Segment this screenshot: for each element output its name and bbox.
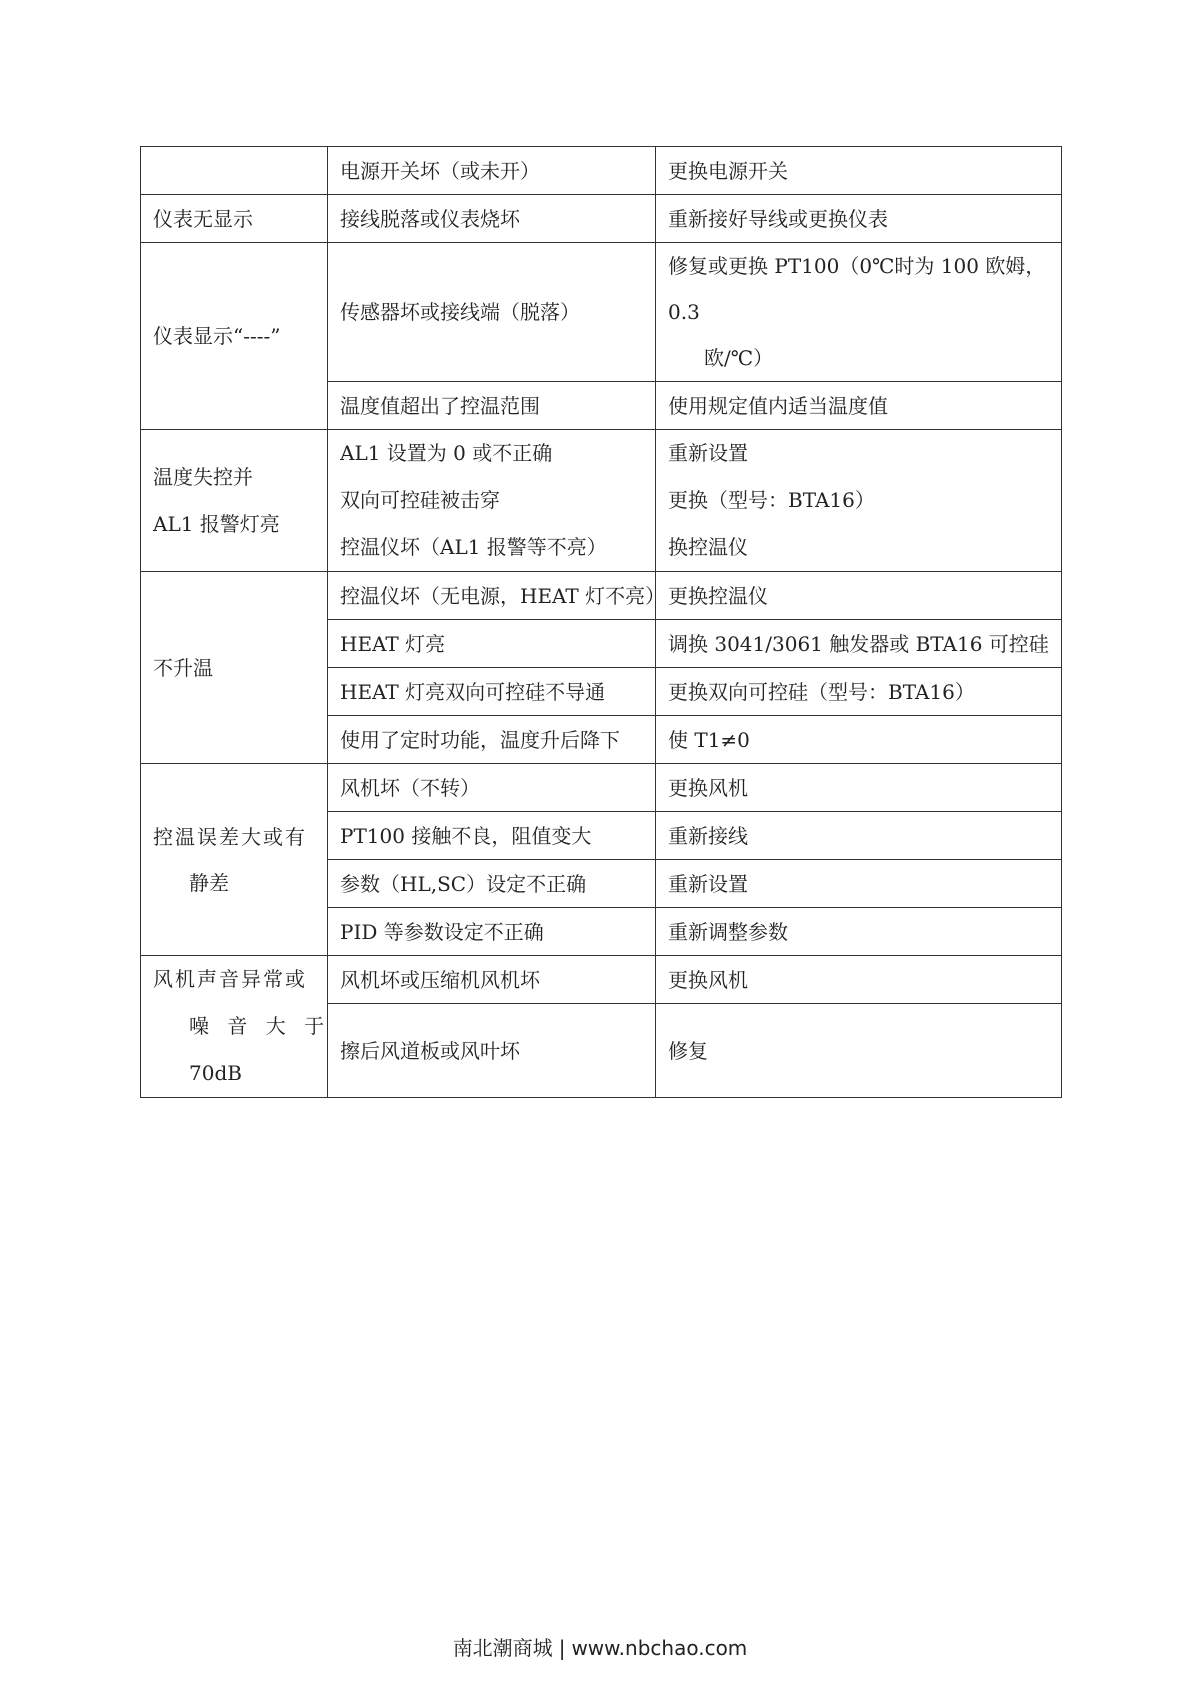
symptom-cell: 仪表无显示 (141, 195, 328, 243)
symptom-line: AL1 报警灯亮 (153, 511, 280, 536)
fix-cell: 重新设置 (656, 860, 1062, 908)
fix-cell: 调换 3041/3061 触发器或 BTA16 可控硅 (656, 620, 1062, 668)
table-row (141, 243, 1062, 382)
fix-cell: 重新接线 (656, 812, 1062, 860)
fix-cell: 重新调整参数 (656, 908, 1062, 956)
table-row (141, 956, 1062, 1004)
cause-line: 控温仪坏（AL1 报警等不亮） (340, 535, 607, 559)
page-footer (0, 1632, 1200, 1661)
symptom-line: 温度失控并 (153, 464, 253, 489)
fix-line: 更换（型号：BTA16） (668, 488, 875, 512)
cause-cell: 风机坏或压缩机风机坏 (328, 956, 656, 1004)
symptom-cell (141, 147, 328, 195)
table-row (141, 147, 1062, 195)
symptom-line: 风机声音异常或 (153, 967, 307, 991)
fix-cell: 重新接好导线或更换仪表 (656, 195, 1062, 243)
cause-cell: 擦后风道板或风叶坏 (328, 1004, 656, 1098)
cause-cell: 传感器坏或接线端（脱落） (328, 243, 656, 382)
cause-line: AL1 设置为 0 或不正确 (340, 441, 553, 465)
fix-line: 修复或更换 PT100（0℃时为 100 欧姆，0.3 (668, 254, 1046, 324)
cause-cell: HEAT 灯亮双向可控硅不导通 (328, 668, 656, 716)
footer-separator: | (558, 1636, 566, 1660)
fix-cell: 更换双向可控硅（型号：BTA16） (656, 668, 1062, 716)
table-row (141, 764, 1062, 812)
cause-cell: 风机坏（不转） (328, 764, 656, 812)
symptom-cell (141, 430, 328, 572)
cause-cell: 电源开关坏（或未开） (328, 147, 656, 195)
cause-cell: HEAT 灯亮 (328, 620, 656, 668)
fix-cell: 修复 (656, 1004, 1062, 1098)
symptom-cell (141, 956, 331, 1098)
table-row (141, 195, 1062, 243)
symptom-line: 噪 音 大 于 (189, 1014, 331, 1038)
symptom-cell: 仪表显示“----” (141, 243, 328, 430)
symptom-line: 静差 (189, 870, 229, 895)
fix-cell: 使用规定值内适当温度值 (656, 382, 1062, 430)
fix-cell: 更换电源开关 (656, 147, 1062, 195)
fix-line: 换控温仪 (668, 535, 748, 559)
troubleshooting-table (140, 146, 1062, 1098)
cause-cell: PT100 接触不良，阻值变大 (328, 812, 656, 860)
footer-brand: 南北潮商城 (452, 1636, 553, 1660)
cause-cell (328, 430, 656, 572)
table-row (141, 430, 1062, 572)
symptom-cell (141, 764, 328, 956)
fix-cell: 更换控温仪 (656, 572, 1062, 620)
symptom-line: 控温误差大或有 (153, 824, 307, 849)
fix-line: 重新设置 (668, 441, 748, 465)
symptom-line: 70dB (189, 1061, 242, 1085)
cause-cell: PID 等参数设定不正确 (328, 908, 656, 956)
fix-cell: 使 T1≠0 (656, 716, 1062, 764)
fix-cell: 更换风机 (656, 956, 1062, 1004)
fix-cell (656, 430, 1062, 572)
fix-cell (656, 243, 1062, 382)
cause-line: 双向可控硅被击穿 (340, 488, 500, 512)
footer-url: www.nbchao.com (571, 1636, 748, 1660)
cause-cell: 温度值超出了控温范围 (328, 382, 656, 430)
fix-line: 欧/℃） (704, 346, 774, 370)
cause-cell: 控温仪坏（无电源，HEAT 灯不亮） (328, 572, 656, 620)
table-row (141, 572, 1062, 620)
cause-cell: 接线脱落或仪表烧坏 (328, 195, 656, 243)
cause-cell: 参数（HL,SC）设定不正确 (328, 860, 656, 908)
fix-cell: 更换风机 (656, 764, 1062, 812)
symptom-cell: 不升温 (141, 572, 328, 764)
cause-cell: 使用了定时功能，温度升后降下 (328, 716, 656, 764)
